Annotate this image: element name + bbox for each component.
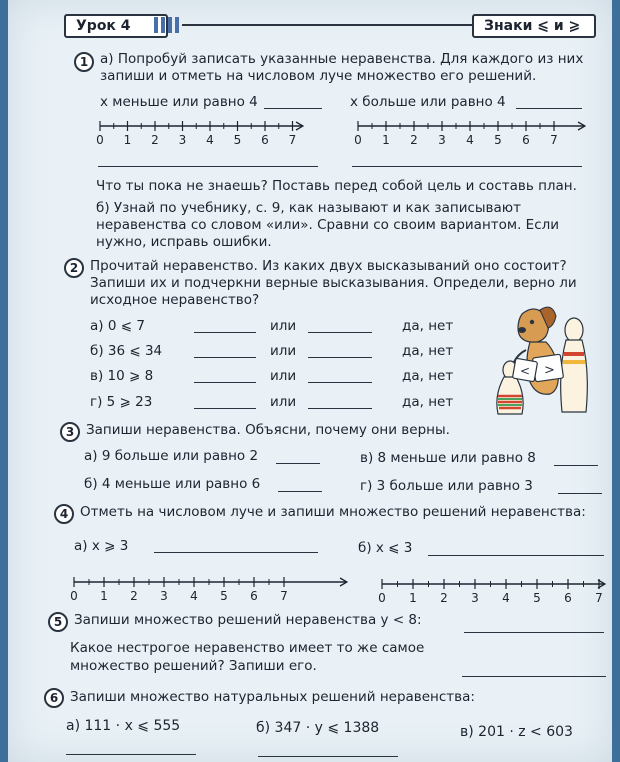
number-ray[interactable] [372, 574, 606, 606]
answer-line[interactable] [516, 108, 582, 109]
dog-icon [512, 307, 563, 394]
ray-tick-label: 1 [409, 591, 417, 605]
task1-b-line2: неравенства со словом «или». Сравни со своим вариантом. Если [96, 217, 560, 233]
ray-tick-label: 7 [280, 589, 288, 603]
task-number: 1 [74, 52, 94, 72]
yes-no-choice[interactable]: да, нет [402, 343, 454, 359]
task-number: 5 [48, 612, 68, 632]
workbook-page [8, 0, 612, 762]
answer-line[interactable] [194, 357, 256, 358]
or-word: или [270, 343, 297, 359]
task2-line3: исходное неравенство? [90, 292, 260, 308]
task1-b-line1: б) Узнай по учебнику, с. 9, как называют и как записывают [96, 200, 522, 216]
ray-tick-label: 7 [288, 133, 297, 147]
task3-item-b: б) 4 меньше или равно 6 [84, 476, 261, 492]
task6-title: Запиши множество натуральных решений неравенства: [70, 689, 475, 705]
ray-tick-label: 5 [220, 589, 228, 603]
ray-tick-label: 1 [100, 589, 108, 603]
task6-item-a: а) 111 · x ⩽ 555 [66, 718, 181, 734]
ray-tick-label: 4 [466, 133, 474, 147]
or-word: или [270, 368, 297, 384]
lesson-label: Урок 4 [64, 14, 168, 38]
number-ray[interactable] [350, 116, 586, 150]
ray-tick-label: 6 [261, 133, 269, 147]
answer-line[interactable] [352, 166, 582, 167]
ray-tick-label: 5 [233, 133, 242, 147]
ray-tick-label: 4 [190, 589, 198, 603]
header-rule [182, 24, 472, 26]
ray-tick-label: 5 [533, 591, 541, 605]
answer-line[interactable] [462, 676, 606, 677]
answer-line[interactable] [428, 555, 604, 556]
ray-tick-label: 3 [438, 133, 446, 147]
ray-tick-label: 0 [378, 591, 386, 605]
task1-text-line1: а) Попробуй записать указанные неравенства. Для каждого из них [100, 51, 584, 67]
topic-label: Знаки ⩽ и ⩾ [472, 14, 596, 38]
header-stripes [154, 17, 180, 33]
task3-title: Запиши неравенства. Объясни, почему они верны. [86, 422, 450, 438]
answer-line[interactable] [194, 408, 256, 409]
answer-line[interactable] [264, 108, 322, 109]
task5-line2: множество решений? Запиши его. [70, 658, 317, 674]
task-number: 6 [44, 688, 64, 708]
ray-tick-label: 4 [206, 133, 214, 147]
task2-line1: Прочитай неравенство. Из каких двух высказываний оно состоит? [90, 258, 567, 274]
task2-item: а) 0 ⩽ 7 [90, 318, 145, 334]
or-word: или [270, 318, 297, 334]
task1-right-label: x больше или равно 4 [350, 94, 506, 110]
yes-no-choice[interactable]: да, нет [402, 368, 454, 384]
svg-text:<: < [520, 364, 531, 378]
ray-tick-label: 2 [440, 591, 448, 605]
task1-left-label: x меньше или равно 4 [100, 94, 258, 110]
task5-line1: Какое нестрогое неравенство имеет то же самое [70, 640, 425, 656]
answer-line[interactable] [154, 552, 318, 553]
answer-line[interactable] [554, 465, 598, 466]
answer-line[interactable] [308, 357, 372, 358]
task2-item: в) 10 ⩾ 8 [90, 368, 154, 384]
ray-tick-label: 2 [151, 133, 159, 147]
ray-tick-label: 2 [410, 133, 418, 147]
number-ray[interactable] [64, 572, 348, 604]
answer-line[interactable] [308, 382, 372, 383]
answer-line[interactable] [194, 382, 256, 383]
answer-line[interactable] [464, 632, 604, 633]
ray-tick-label: 0 [354, 133, 362, 147]
task-number: 4 [54, 504, 74, 524]
svg-text:>: > [544, 363, 555, 378]
answer-line[interactable] [308, 332, 372, 333]
dog-mascot-illustration [478, 300, 596, 420]
task-number: 2 [64, 258, 84, 278]
task2-item: г) 5 ⩾ 23 [90, 394, 153, 410]
task5-title: Запиши множество решений неравенства y < 8: [74, 612, 422, 628]
ray-tick-label: 2 [130, 589, 138, 603]
answer-line[interactable] [308, 408, 372, 409]
ray-tick-label: 5 [494, 133, 502, 147]
answer-line[interactable] [558, 493, 602, 494]
task1-b-line3: нужно, исправь ошибки. [96, 234, 272, 250]
task1-text-line2: запиши и отметь на числовом луче множество его решений. [100, 68, 537, 84]
task4-item-b: б) x ⩽ 3 [358, 540, 413, 556]
answer-line[interactable] [278, 491, 322, 492]
ray-tick-label: 6 [564, 591, 572, 605]
ray-tick-label: 3 [160, 589, 168, 603]
answer-line[interactable] [66, 754, 196, 755]
ray-tick-label: 4 [502, 591, 510, 605]
task6-item-b: б) 347 · y ⩽ 1388 [256, 720, 380, 736]
answer-line[interactable] [98, 166, 318, 167]
answer-line[interactable] [276, 463, 320, 464]
ray-tick-label: 0 [96, 133, 104, 147]
ray-tick-label: 3 [471, 591, 479, 605]
task-number: 3 [60, 422, 80, 442]
yes-no-choice[interactable]: да, нет [402, 318, 454, 334]
ray-tick-label: 6 [522, 133, 530, 147]
ray-tick-label: 3 [178, 133, 187, 147]
bowling-pin-right [561, 318, 588, 412]
ray-tick-label: 0 [70, 589, 78, 603]
task2-line2: Запиши их и подчеркни верные высказывания. Определи, верно ли [90, 275, 577, 291]
or-word: или [270, 394, 297, 410]
ray-tick-label: 6 [250, 589, 258, 603]
task3-item-c: в) 8 меньше или равно 8 [360, 450, 536, 466]
ray-tick-label: 7 [595, 591, 603, 605]
task3-item-d: г) 3 больше или равно 3 [360, 478, 533, 494]
task1-question: Что ты пока не знаешь? Поставь перед собой цель и составь план. [96, 178, 577, 194]
task2-item: б) 36 ⩽ 34 [90, 343, 163, 359]
yes-no-choice[interactable]: да, нет [402, 394, 454, 410]
number-ray[interactable] [94, 116, 304, 150]
task6-item-c: в) 201 · z < 603 [460, 724, 573, 740]
ray-tick-label: 1 [123, 133, 132, 147]
task4-item-a: а) x ⩾ 3 [74, 538, 129, 554]
answer-line[interactable] [194, 332, 256, 333]
ray-tick-label: 1 [382, 133, 390, 147]
ray-tick-label: 7 [550, 133, 558, 147]
task4-title: Отметь на числовом луче и запиши множество решений неравенства: [80, 504, 586, 520]
task3-item-a: а) 9 больше или равно 2 [84, 448, 259, 464]
answer-line[interactable] [258, 756, 398, 757]
